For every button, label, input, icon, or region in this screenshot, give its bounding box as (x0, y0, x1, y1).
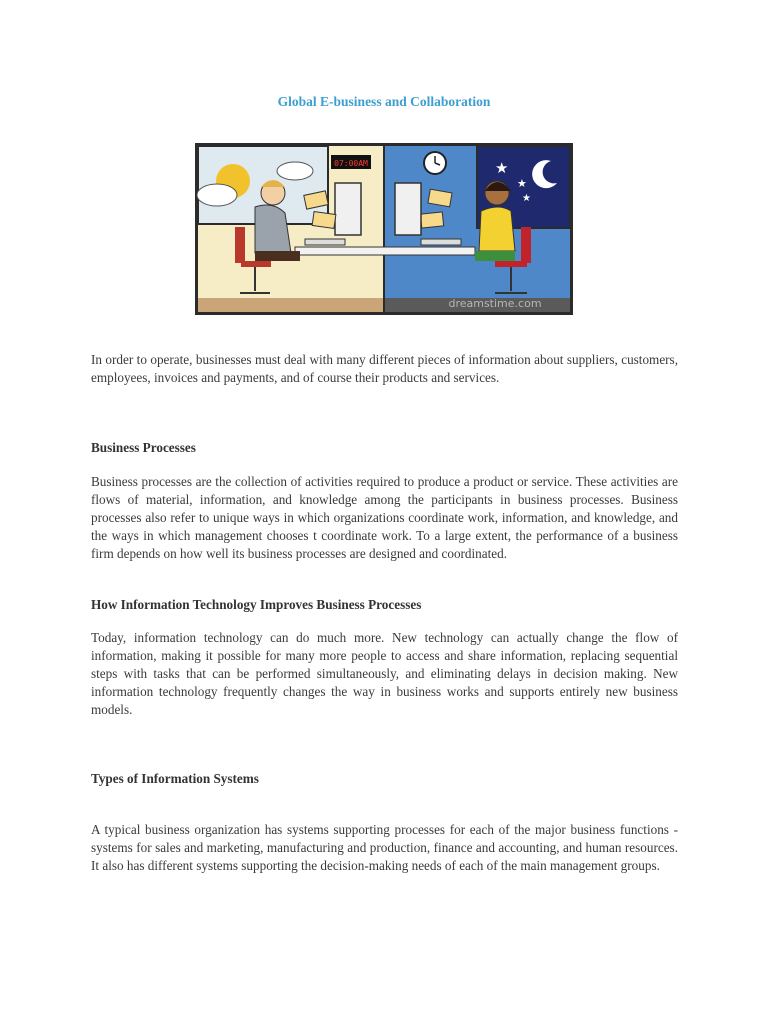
section-body: Business processes are the collection of activities required to produce a product or service. These activities are flows of material, information, and knowledge among the participants in business processes. Business processes also refer to unique ways in which organizations coordinate work, information, and knowledge, and the ways in which management chooses t coordinate work. To a large extent, the performance of a business firm depends on how well its business processes are designed and coordinated. (91, 474, 678, 561)
envelope-icon (312, 212, 336, 229)
star-icon: ★ (517, 177, 527, 190)
watermark-text: dreamstime.com (448, 297, 542, 310)
computer-monitor (335, 183, 361, 235)
desk (295, 247, 475, 255)
cloud-icon (277, 162, 313, 180)
collaboration-illustration (195, 143, 573, 315)
worker-legs (475, 251, 515, 261)
section-heading: Types of Information Systems (91, 771, 259, 786)
star-icon: ★ (522, 193, 531, 204)
section-body: A typical business organization has systems supporting processes for each of the major business functions - systems for sales and marketing, manufacturing and production, finance and accounting, and human resources. It also has different systems supporting the decision-making needs of each of the main management groups. (91, 822, 678, 873)
worker-body (479, 207, 515, 251)
section-heading: Business Processes (91, 440, 196, 455)
day-floor (198, 298, 383, 312)
keyboard (421, 239, 461, 245)
chair-seat (495, 261, 527, 267)
worker-legs (255, 251, 300, 261)
clock-text: 07:00AM (334, 159, 368, 168)
computer-monitor (395, 183, 421, 235)
chair-seat (241, 261, 271, 267)
cloud-icon (197, 184, 237, 206)
chair-back (235, 227, 245, 263)
envelope-icon (420, 212, 443, 228)
star-icon: ★ (495, 159, 509, 177)
section-body: Today, information technology can do much more. New technology can actually change the flow of information, making it possible for many more people to access and share information, replacing sequential steps with tasks that can be performed simultaneously, and eliminating delays in decision making. New information technology frequently changes the way in business works and supports entirely new business models. (91, 630, 678, 717)
chair-back (521, 227, 531, 263)
intro-paragraph: In order to operate, businesses must deal with many different pieces of information about suppliers, customers, employees, invoices and payments, and of course their products and services. (91, 352, 678, 385)
section-heading: How Information Technology Improves Business Processes (91, 597, 422, 612)
keyboard (305, 239, 345, 245)
document-title: Global E-business and Collaboration (277, 94, 491, 109)
